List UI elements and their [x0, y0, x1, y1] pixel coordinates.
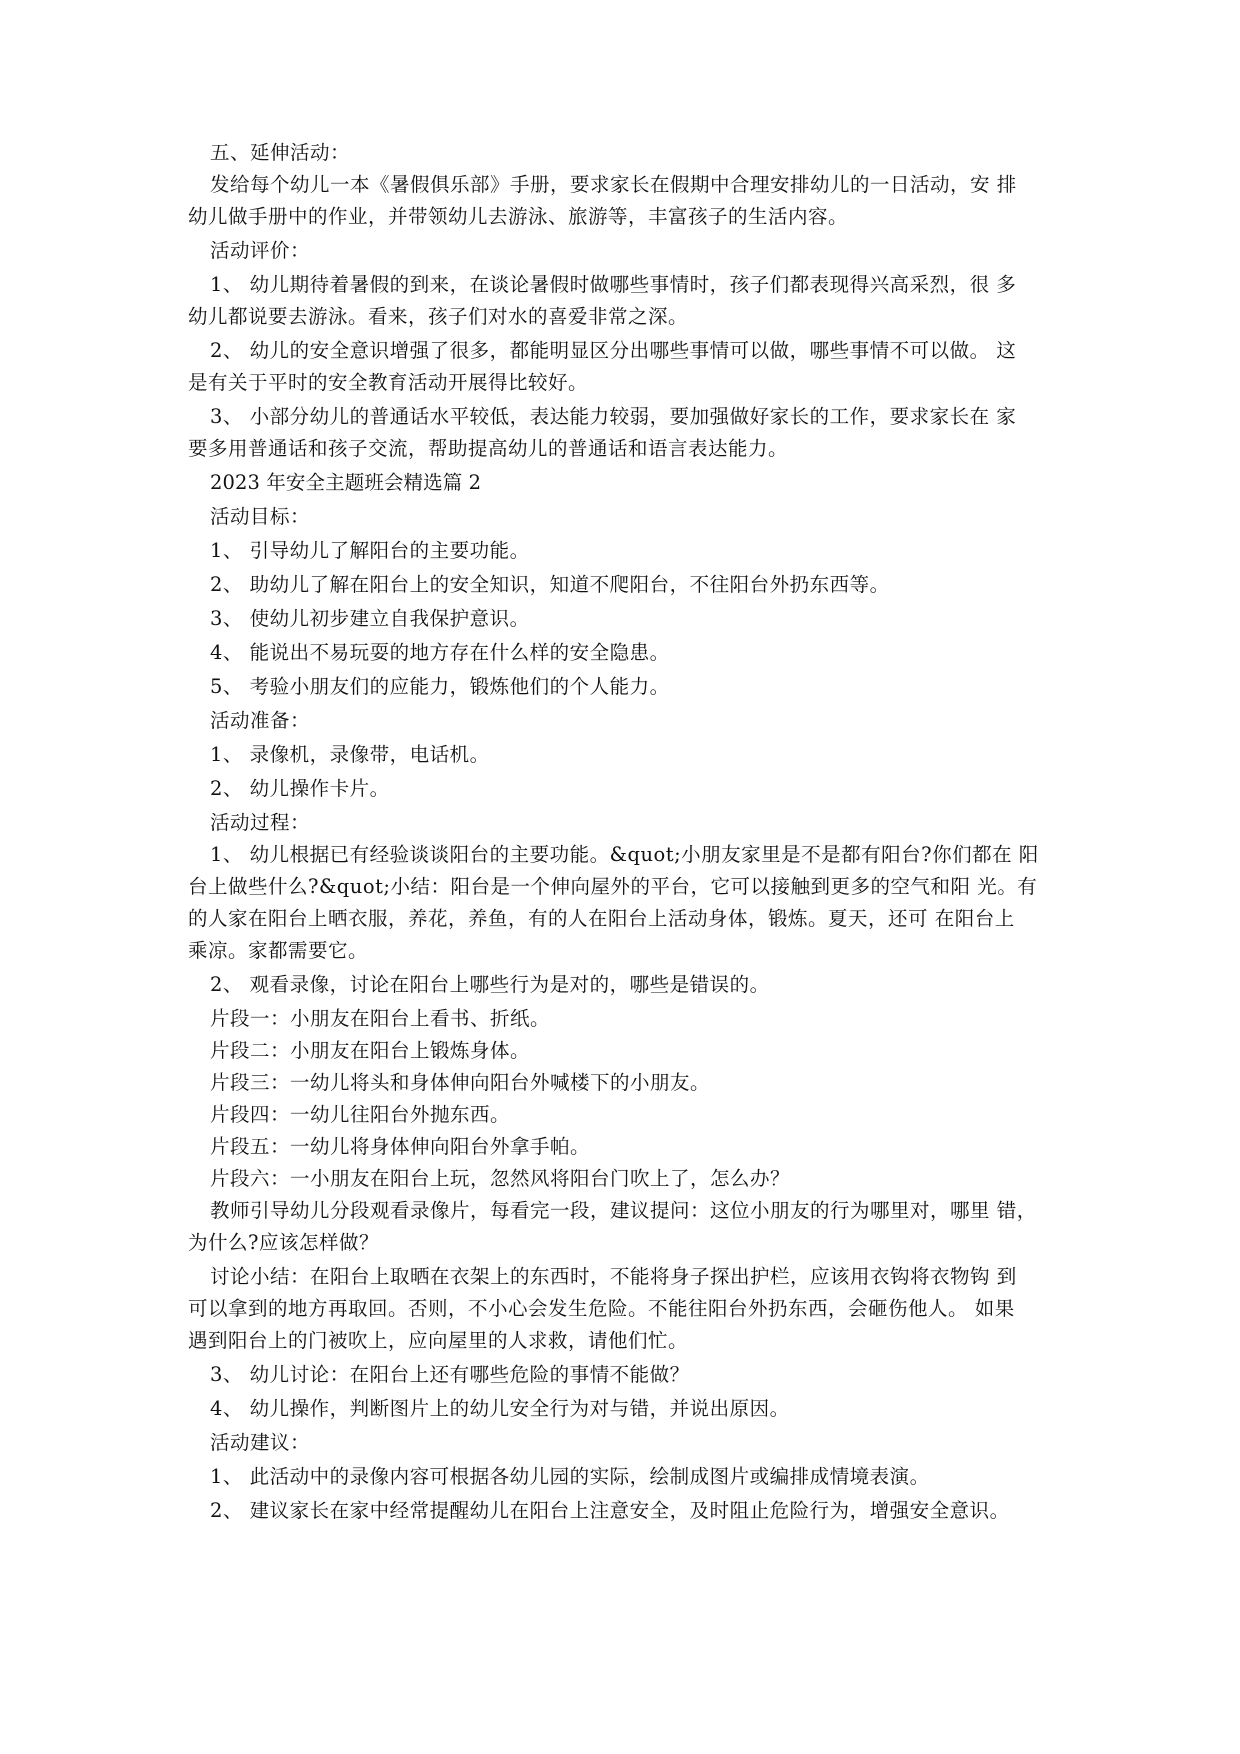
list-item: 1、 此活动中的录像内容可根据各幼儿园的实际，绘制成图片或编排成情境表演。 [210, 1465, 930, 1488]
list-item: 1、 录像机，录像带，电话机。 [210, 743, 490, 766]
segment-line: 片段三：一幼儿将头和身体伸向阳台外喊楼下的小朋友。 [210, 1071, 711, 1094]
paragraph-line: 可以拿到的地方再取回。否则，不小心会发生危险。不能往阳台外扔东西，会砸伤他人。 如果 [188, 1297, 1015, 1320]
list-item: 2、 幼儿操作卡片。 [210, 777, 390, 800]
section-heading: 活动准备： [210, 709, 311, 732]
paragraph-line: 讨论小结：在阳台上取晒在衣架上的东西时，不能将身子探出护栏，应该用衣钩将衣物钩 到 [210, 1265, 1017, 1288]
paragraph-line: 教师引导幼儿分段观看录像片，每看完一段，建议提问：这位小朋友的行为哪里对，哪里 错， [210, 1199, 1037, 1222]
segment-line: 片段一：小朋友在阳台上看书、折纸。 [210, 1007, 551, 1030]
segment-line: 片段五：一幼儿将身体伸向阳台外拿手帕。 [210, 1135, 591, 1158]
list-item: 5、 考验小朋友们的应能力，锻炼他们的个人能力。 [210, 675, 670, 698]
article-title: 2023 年安全主题班会精选篇 2 [210, 471, 482, 494]
list-item: 3、 小部分幼儿的普通话水平较低，表达能力较弱，要加强做好家长的工作，要求家长在 家 [210, 405, 1017, 428]
paragraph-line: 为什么?应该怎样做？ [188, 1231, 379, 1254]
list-item: 3、 幼儿讨论：在阳台上还有哪些危险的事情不能做？ [210, 1363, 690, 1386]
segment-line: 片段六：一小朋友在阳台上玩，忽然风将阳台门吹上了，怎么办？ [210, 1167, 791, 1190]
paragraph-line: 的人家在阳台上晒衣服，养花，养鱼，有的人在阳台上活动身体，锻炼。夏天，还可 在阳台上 [188, 907, 1015, 930]
paragraph-line: 台上做些什么?&quot;小结：阳台是一个伸向屋外的平台，它可以接触到更多的空气和阳 光。有 [188, 875, 1038, 898]
segment-line: 片段二：小朋友在阳台上锻炼身体。 [210, 1039, 531, 1062]
document-body [188, 137, 1052, 1527]
list-item: 2、 幼儿的安全意识增强了很多，都能明显区分出哪些事情可以做，哪些事情不可以做。 这 [210, 339, 1017, 362]
paragraph-line: 是有关于平时的安全教育活动开展得比较好。 [188, 371, 589, 394]
list-item: 2、 观看录像，讨论在阳台上哪些行为是对的，哪些是错误的。 [210, 973, 770, 996]
list-item: 4、 能说出不易玩耍的地方存在什么样的安全隐患。 [210, 641, 670, 664]
list-item: 2、 建议家长在家中经常提醒幼儿在阳台上注意安全，及时阻止危险行为，增强安全意识。 [210, 1499, 1010, 1522]
list-item: 1、 幼儿期待着暑假的到来，在谈论暑假时做哪些事情时，孩子们都表现得兴高采烈，很 多 [210, 273, 1017, 296]
list-item: 4、 幼儿操作，判断图片上的幼儿安全行为对与错，并说出原因。 [210, 1397, 790, 1420]
paragraph-line: 发给每个幼儿一本《暑假俱乐部》手册，要求家长在假期中合理安排幼儿的一日活动，安 排 [210, 173, 1017, 196]
section-heading: 活动目标： [210, 505, 311, 528]
list-item: 3、 使幼儿初步建立自我保护意识。 [210, 607, 530, 630]
paragraph-line: 幼儿做手册中的作业，并带领幼儿去游泳、旅游等，丰富孩子的生活内容。 [188, 205, 849, 228]
section-heading: 活动建议： [210, 1431, 311, 1454]
paragraph-line: 幼儿都说要去游泳。看来，孩子们对水的喜爱非常之深。 [188, 305, 689, 328]
paragraph-line: 乘凉。家都需要它。 [188, 939, 369, 962]
list-item: 1、 引导幼儿了解阳台的主要功能。 [210, 539, 530, 562]
list-item: 2、 助幼儿了解在阳台上的安全知识，知道不爬阳台，不往阳台外扔东西等。 [210, 573, 890, 596]
paragraph-line: 要多用普通话和孩子交流，帮助提高幼儿的普通话和语言表达能力。 [188, 437, 789, 460]
segment-line: 片段四：一幼儿往阳台外抛东西。 [210, 1103, 511, 1126]
section-heading: 五、延伸活动： [210, 141, 351, 164]
section-heading: 活动评价： [210, 239, 311, 262]
list-item: 1、 幼儿根据已有经验谈谈阳台的主要功能。&quot;小朋友家里是不是都有阳台?你们都在 阳 [210, 843, 1039, 866]
section-heading: 活动过程： [210, 811, 311, 834]
paragraph-line: 遇到阳台上的门被吹上，应向屋里的人求救，请他们忙。 [188, 1329, 689, 1352]
